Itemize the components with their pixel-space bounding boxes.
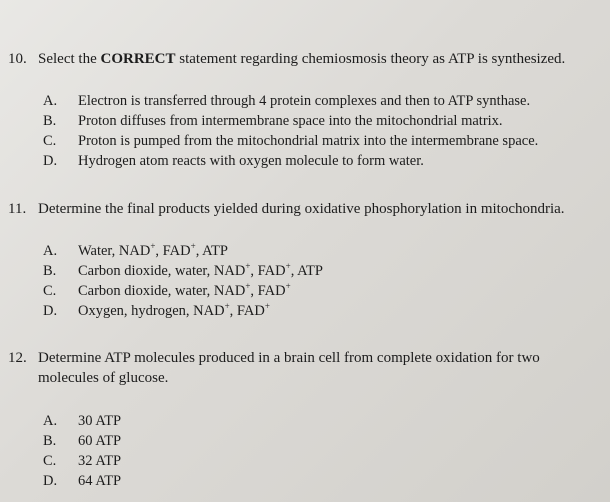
emphasis-correct: CORRECT — [100, 51, 176, 67]
option-10c[interactable]: C. Proton is pumped from the mitochondrial matrix into the intermembrane space. — [43, 133, 539, 149]
option-11d[interactable]: D. Oxygen, hydrogen, NAD+, FAD+ — [43, 301, 270, 319]
question-11-options — [8, 241, 603, 321]
question-10 — [8, 49, 603, 69]
question-12-stem-line2: molecules of glucose. — [38, 370, 169, 386]
option-12d[interactable]: D. 64 ATP — [43, 473, 122, 489]
option-10a[interactable]: A. Electron is transferred through 4 protein complexes and then to ATP synthase. — [43, 93, 531, 109]
option-12b[interactable]: B. 60 ATP — [43, 433, 122, 449]
question-10-stem: 10. Select the CORRECT statement regarding chemiosmosis theory as ATP is synthesized. — [8, 51, 566, 67]
question-number: 12. — [8, 350, 27, 366]
question-11-stem: 11. Determine the final products yielded during oxidative phosphorylation in mitochondria. — [8, 201, 565, 217]
option-11b[interactable]: B. Carbon dioxide, water, NAD+, FAD+, ATP — [43, 261, 323, 279]
question-12 — [8, 348, 603, 388]
option-10b[interactable]: B. Proton diffuses from intermembrane space into the mitochondrial matrix. — [43, 113, 503, 129]
question-10-options — [8, 91, 603, 171]
question-number: 11. — [8, 201, 27, 217]
option-12a[interactable]: A. 30 ATP — [43, 413, 122, 429]
question-12-stem-line1: 12. Determine ATP molecules produced in a brain cell from complete oxidation for two — [8, 350, 540, 366]
option-12c[interactable]: C. 32 ATP — [43, 453, 122, 469]
question-number: 10. — [8, 51, 27, 67]
question-12-options — [8, 411, 603, 491]
question-11 — [8, 199, 603, 219]
option-11c[interactable]: C. Carbon dioxide, water, NAD+, FAD+ — [43, 281, 291, 299]
option-10d[interactable]: D. Hydrogen atom reacts with oxygen molecule to form water. — [43, 153, 424, 169]
option-11a[interactable]: A. Water, NAD+, FAD+, ATP — [43, 241, 228, 259]
